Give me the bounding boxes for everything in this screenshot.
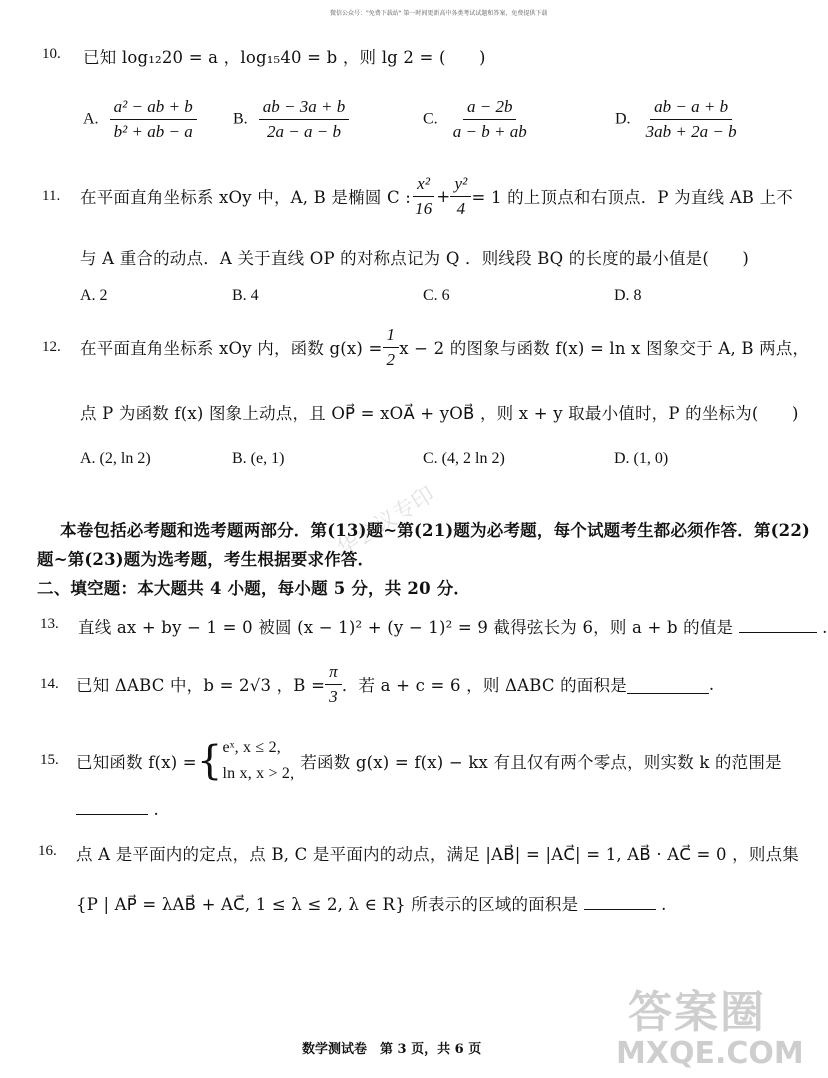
watermark-logo: 答案圈: [628, 987, 766, 1038]
plus-sign: +: [436, 186, 451, 206]
denominator: 3ab + 2a − b: [645, 122, 737, 141]
numerator: a − 2b: [463, 97, 516, 120]
option-fraction: [449, 97, 531, 142]
half-fraction: [383, 325, 400, 370]
option-a: [83, 97, 197, 142]
question-line: [76, 656, 714, 712]
question-text: 已知 ΔABC 中，b = 2√3 ，B =: [76, 676, 326, 695]
option-c: C. 6: [423, 287, 450, 304]
option-label: B.: [233, 110, 248, 128]
question-number: 12.: [42, 339, 61, 355]
numerator: a² − ab + b: [110, 97, 197, 120]
question-line: [76, 730, 782, 792]
section-intro-line-1: 本卷包括必考题和选考题两部分．第(13)题~第(21)题为必考题，每个试题考生都必须作答．第(22): [60, 521, 811, 540]
question-end: .: [661, 895, 667, 914]
denominator: b² + ab − a: [113, 122, 193, 141]
section-heading: 二、填空题：本大题共 4 小题，每小题 5 分，共 20 分．: [37, 579, 471, 598]
denominator: 2: [386, 349, 396, 369]
question-text: 在平面直角坐标系 xOy 中，A, B 是椭圆 C :: [80, 188, 411, 207]
option-c: C. (4, 2 ln 2): [423, 450, 505, 467]
option-d: D. 8: [614, 287, 642, 304]
denominator: a − b + ab: [452, 122, 527, 141]
option-b: [233, 97, 349, 142]
left-brace: {: [196, 738, 223, 784]
piecewise-cases: [222, 735, 294, 787]
numerator: ab − 3a + b: [259, 97, 349, 120]
section-intro-line-2: 题~第(23)题为选考题，考生根据要求作答．: [37, 550, 375, 569]
case-2: ln x, x > 2,: [222, 765, 295, 782]
numerator: y²: [450, 174, 471, 197]
answer-blank[interactable]: [739, 632, 817, 633]
denominator: 4: [456, 198, 466, 218]
question-number: 13.: [40, 616, 59, 632]
question-text: {P | AP⃗ = λAB⃗ + AC⃗, 1 ≤ λ ≤ 2, λ ∈ R} 所表示的区域的面积是: [76, 895, 579, 914]
numerator: π: [325, 662, 342, 685]
question-number: 11.: [42, 188, 61, 204]
question-line-1: [80, 168, 793, 224]
header-note: 微信公众号："免费下载站" 第一时间更新高中各类考试试题和答案，免费提供下载: [330, 10, 548, 17]
question-line-2: 点 P 为函数 f(x) 图象上动点，且 OP⃗ = xOA⃗ + yOB⃗ ，则 x + y 取最小值时，P 的坐标为( ): [80, 404, 799, 423]
question-text: 在平面直角坐标系 xOy 内，函数 g(x) =: [80, 339, 383, 358]
option-b: B. (e, 1): [232, 450, 285, 467]
option-label: D.: [615, 110, 631, 128]
option-fraction: [642, 97, 741, 142]
case-1: eˣ, x ≤ 2,: [222, 739, 281, 756]
question-text: 已知 log₁₂20 = a ，log₁₅40 = b ，则 lg 2 = ( ): [83, 48, 486, 67]
watermark-url: MXQE.COM: [616, 1036, 804, 1071]
question-text: 若函数 g(x) = f(x) − kx 有且仅有两个零点，则实数 k 的范围是: [300, 753, 782, 772]
option-d: [615, 97, 741, 142]
question-line-1: 点 A 是平面内的定点，点 B, C 是平面内的动点，满足 |AB⃗| = |AC⃗| = 1, AB⃗ · AC⃗ = 0 ，则点集: [76, 845, 799, 864]
answer-blank[interactable]: [627, 693, 709, 694]
option-d: D. (1, 0): [614, 450, 669, 467]
faint-stamp: 华会议专印: [332, 482, 440, 562]
ellipse-x-term: [411, 174, 436, 219]
numerator: x²: [413, 174, 434, 197]
numerator: ab − a + b: [650, 97, 732, 120]
numerator: 1: [383, 325, 400, 348]
question-line-2: 与 A 重合的动点．A 关于直线 OP 的对称点记为 Q ．则线段 BQ 的长度的最小值是( ): [80, 249, 750, 268]
question-number: 10.: [42, 46, 61, 62]
answer-blank[interactable]: [584, 909, 656, 910]
question-end: .: [708, 674, 715, 694]
option-a: A. (2, ln 2): [80, 450, 151, 467]
question-number: 16.: [38, 843, 57, 859]
question-end: .: [822, 618, 828, 637]
question-number: 15.: [40, 752, 59, 768]
question-line-1: [80, 322, 809, 372]
question-text: = 1 的上顶点和右顶点．P 为直线 AB 上不: [471, 188, 793, 207]
pi-fraction: [325, 662, 342, 707]
question-line-2: [76, 800, 159, 819]
question-text: x − 2 的图象与函数 f(x) = ln x 图象交于 A, B 两点，: [399, 339, 810, 358]
ellipse-y-term: [450, 174, 471, 219]
question-text: ．若 a + c = 6 ，则 ΔABC 的面积是: [341, 676, 627, 695]
denominator: 2a − a − b: [267, 122, 341, 141]
option-a: A. 2: [80, 287, 108, 304]
option-b: B. 4: [232, 287, 259, 304]
option-label: C.: [423, 110, 438, 128]
question-text: 直线 ax + by − 1 = 0 被圆 (x − 1)² + (y − 1)² = 9 截得弦长为 6，则 a + b 的值是: [78, 618, 734, 637]
option-fraction: [110, 97, 197, 142]
question-line-2: [76, 891, 667, 915]
denominator: 16: [415, 198, 433, 218]
question-line: [78, 614, 828, 638]
option-label: A.: [83, 110, 99, 128]
page-footer: 数学测试卷 第 3 页，共 6 页: [302, 1042, 482, 1057]
denominator: 3: [329, 686, 338, 706]
option-c: [423, 97, 531, 142]
question-text: 已知函数 f(x) =: [76, 753, 197, 772]
question-number: 14.: [40, 676, 59, 692]
option-fraction: [259, 97, 349, 142]
answer-blank[interactable]: [76, 814, 148, 815]
question-end: .: [153, 800, 159, 819]
